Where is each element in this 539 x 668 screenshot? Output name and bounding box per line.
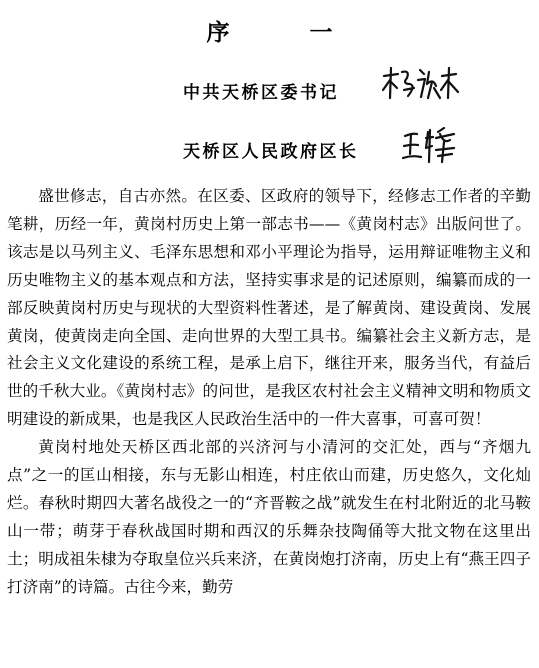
signatory-role-district-head: 天桥区人民政府区长 [183, 142, 359, 162]
handwritten-signature-district-head [402, 124, 458, 166]
paragraph: 盛世修志，自古亦然。在区委、区政府的领导下，经修志工作者的辛勤笔耕，历经一年，黄岗村历史上第一部志书——《黄岗村志》出版问世了。该志是以马列主义、毛泽东思想和邓小平理论为指导，运用辩证唯物主义和历史唯物主义的基本观点和方法，坚持实事求是的记述原则，编纂而成的一部反映黄岗村历史与现状的大型资料性著述，是了解黄岗、建设黄岗、发展黄岗，使黄岗走向全国、走向世界的大型工具书。编纂社会主义新方志，是社会主义文化建设的系统工程，是承上启下，继往开来，服务当代，有益后世的千秋大业。《黄岗村志》的问世，是我区农村社会主义精神文明和物质文明建设的新成果，也是我区人民政治生活中的一件大喜事，可喜可贺！ [7, 187, 531, 429]
handwritten-signature-party-secretary [380, 64, 462, 104]
paragraph: 黄岗村地处天桥区西北部的兴济河与小清河的交汇处，西与“齐烟九点”之一的匡山相接，东与无影山相连，村庄依山而建，历史悠久，文化灿烂。春秋时期四大著名战役之一的“齐晋鞍之战”就发生在村北附近的北马鞍山一带；萌芽于春秋战国时期和西汉的乐舞杂技陶俑等大批文物在这里出土；明成祖朱棣为夺取皇位兴兵来济，在黄岗炮打济南，历史上有“燕王四子打济南”的诗篇。古往今来，勤劳 [7, 438, 531, 596]
page-title: 序 一 [206, 19, 369, 46]
preface-body [7, 183, 531, 602]
signatory-role-party-secretary: 中共天桥区委书记 [183, 83, 339, 103]
